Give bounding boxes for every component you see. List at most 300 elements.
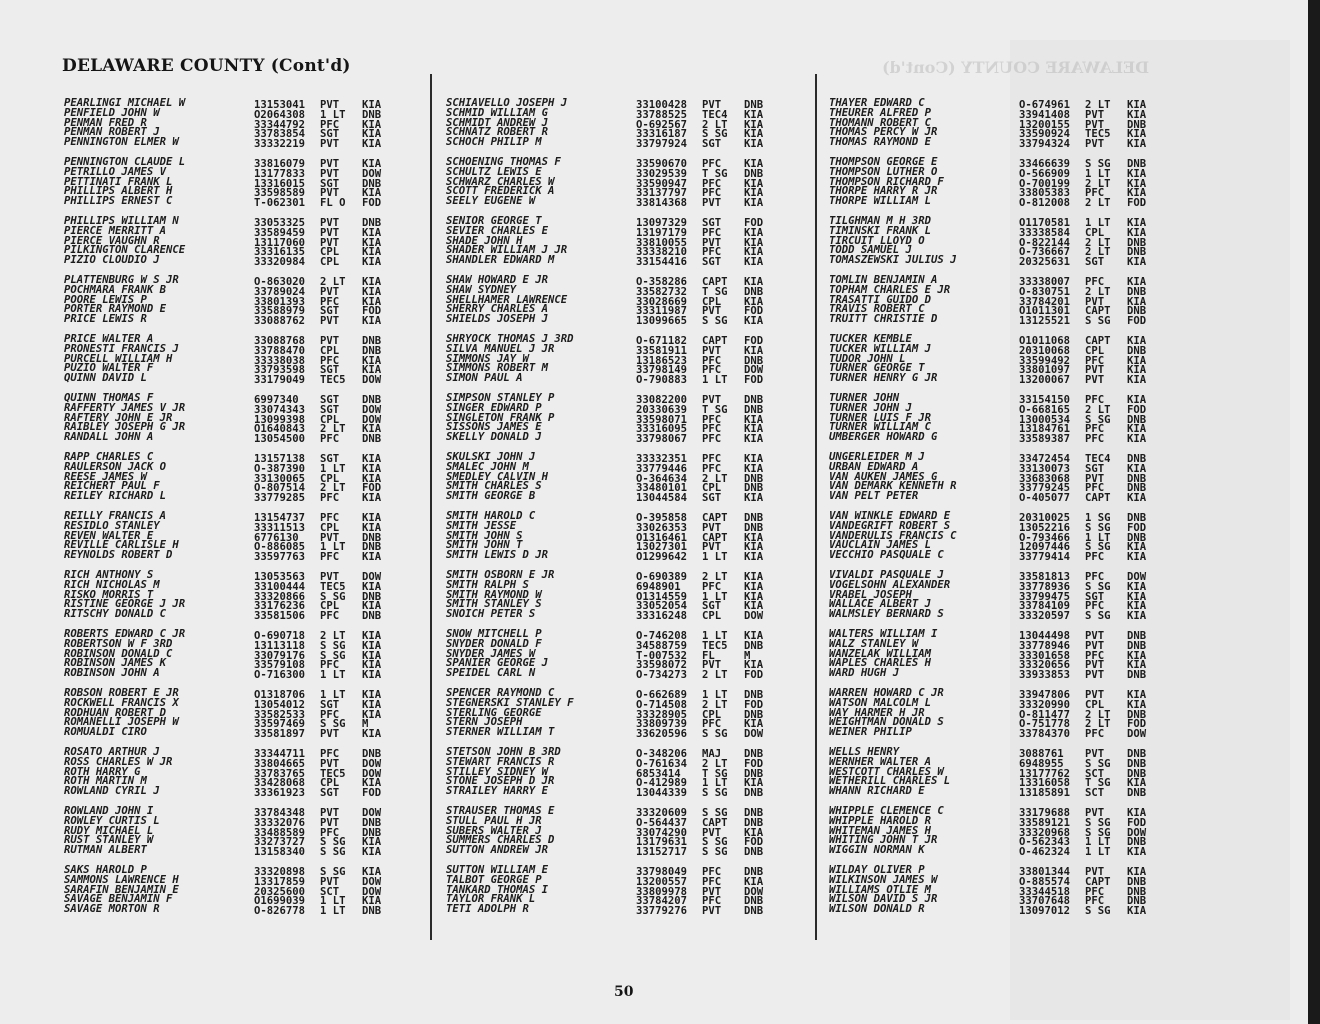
soldier-name: RUDY MICHAEL L — [64, 825, 154, 836]
rank: T SG — [702, 167, 728, 180]
rank: SCT — [320, 885, 340, 898]
rank: S SG — [702, 315, 728, 328]
rank: SGT — [1085, 256, 1105, 269]
status-code: M — [744, 649, 751, 662]
roster-row — [446, 717, 774, 731]
status-code: DNB — [362, 177, 382, 190]
serial-number: 33597763 — [254, 551, 306, 564]
soldier-name: SIMMONS ROBERT M — [446, 363, 549, 374]
rank: PVT — [320, 816, 340, 829]
soldier-name: REILEY RICHARD L — [64, 491, 167, 502]
roster-row — [829, 688, 1157, 701]
rank: PVT — [1085, 630, 1105, 642]
status-code: KIA — [362, 777, 382, 790]
status-code: DOW — [744, 610, 764, 623]
roster-row — [64, 452, 392, 465]
status-code: KIA — [362, 728, 382, 741]
roster-row — [829, 884, 1157, 898]
serial-number: 33579108 — [254, 659, 306, 672]
rank: SGT — [320, 787, 340, 800]
soldier-name: SNOICH PETER S — [446, 609, 536, 620]
serial-number: 13200067 — [1019, 374, 1071, 387]
status-code: KIA — [1127, 866, 1147, 878]
record-group — [829, 511, 1157, 570]
status-code: DNB — [1127, 285, 1147, 298]
rank: S SG — [320, 866, 346, 878]
roster-row — [446, 471, 774, 485]
roster-row — [446, 697, 774, 711]
record-group — [446, 688, 774, 747]
rank: PVT — [320, 875, 340, 888]
status-code: KIA — [744, 256, 764, 269]
soldier-name: SPANIER GEORGE J — [446, 658, 549, 669]
soldier-name: SKULSKI JOHN J — [446, 452, 536, 462]
status-code: KIA — [1127, 276, 1147, 288]
status-code: DNB — [362, 905, 382, 918]
serial-number: 33480101 — [636, 482, 688, 495]
roster-row — [446, 245, 774, 259]
status-code: KIA — [362, 895, 382, 908]
rank: PFC — [702, 354, 722, 367]
rank: PVT — [702, 885, 722, 898]
serial-number: O1699039 — [254, 895, 306, 908]
soldier-name: ROMUALDI CIRO — [64, 727, 147, 738]
rank: CAPT — [702, 276, 728, 288]
record-group — [64, 216, 392, 275]
serial-number: 13125521 — [1019, 315, 1071, 328]
serial-number: 33590947 — [636, 177, 688, 190]
serial-number: 33778936 — [1019, 580, 1071, 593]
soldier-name: TOMASZEWSKI JULIUS J — [829, 255, 957, 266]
soldier-name: UNGERLEIDER M J — [829, 452, 925, 462]
soldier-name: SMITH RALPH S — [446, 579, 529, 590]
roster-row — [64, 766, 392, 780]
status-code: KIA — [362, 118, 382, 131]
rank: SGT — [702, 492, 722, 505]
rank: S SG — [1085, 757, 1111, 770]
status-code: DOW — [362, 875, 382, 888]
roster-row — [829, 668, 1157, 682]
serial-number: 6948901 — [636, 580, 681, 593]
rank: PFC — [320, 118, 340, 131]
soldier-name: UMBERGER HOWARD G — [829, 432, 938, 443]
rank: 2 LT — [702, 669, 728, 682]
rank: S SG — [1085, 521, 1111, 534]
soldier-name: SUTTON ANDREW JR — [446, 845, 549, 856]
roster-row — [829, 629, 1157, 642]
roster-row — [829, 186, 1157, 200]
rank: PVT — [702, 236, 722, 249]
soldier-name: PEARLINGI MICHAEL W — [64, 98, 186, 108]
status-code: KIA — [362, 846, 382, 859]
serial-number: O-364634 — [636, 472, 688, 485]
soldier-name: SCHMID WILLIAM G — [446, 107, 549, 118]
status-code: KIA — [744, 600, 764, 613]
rank: PVT — [320, 757, 340, 770]
serial-number: 33779285 — [254, 492, 306, 505]
record-group — [446, 806, 774, 865]
serial-number: 20310025 — [1019, 512, 1071, 524]
serial-number: O-395858 — [636, 512, 688, 524]
record-group — [64, 157, 392, 216]
serial-number: O-462324 — [1019, 846, 1071, 859]
roster-column — [446, 98, 774, 924]
soldier-name: RAFFERTY JAMES V JR — [64, 402, 186, 413]
roster-row — [829, 638, 1157, 652]
roster-row — [64, 255, 392, 269]
rank: SGT — [320, 403, 340, 416]
serial-number: 33582533 — [254, 708, 306, 721]
roster-row — [64, 393, 392, 406]
serial-number: 33316095 — [636, 423, 688, 436]
soldier-name: ROTH MARTIN M — [64, 776, 147, 787]
soldier-name: THOMPSON RICHARD F — [829, 176, 944, 187]
soldier-name: THORPE WILLIAM L — [829, 196, 932, 207]
soldier-name: SCHMIDT ANDREW J — [446, 117, 549, 128]
serial-number: 33581813 — [1019, 571, 1071, 583]
status-code: KIA — [744, 551, 764, 564]
status-code: DNB — [744, 748, 764, 760]
soldier-name: STEGNERSKI STANLEY F — [446, 697, 574, 708]
serial-number: 33328905 — [636, 708, 688, 721]
status-code: KIA — [362, 453, 382, 465]
rank: PVT — [320, 728, 340, 741]
status-code: KIA — [362, 423, 382, 436]
serial-number: 33683068 — [1019, 472, 1071, 485]
serial-number: 33933853 — [1019, 669, 1071, 682]
status-code: KIA — [1127, 226, 1147, 239]
serial-number: 13197179 — [636, 226, 688, 239]
rank: PVT — [320, 167, 340, 180]
soldier-name: WESTCOTT CHARLES W — [829, 766, 944, 777]
soldier-name: PIZIO CLOUDIO J — [64, 255, 160, 266]
serial-number: 33082200 — [636, 394, 688, 406]
status-code: DNB — [744, 639, 764, 652]
status-code: KIA — [362, 246, 382, 259]
serial-number: T-062301 — [254, 197, 306, 210]
rank: S SG — [320, 590, 346, 603]
roster-row — [64, 343, 392, 357]
roster-row — [64, 835, 392, 849]
serial-number: O-793466 — [1019, 531, 1071, 544]
soldier-name: SMITH JOHN S — [446, 530, 523, 541]
status-code: KIA — [744, 462, 764, 475]
status-code: KIA — [744, 659, 764, 672]
rank: PFC — [320, 433, 340, 446]
status-code: DNB — [744, 905, 764, 918]
status-code: DNB — [744, 472, 764, 485]
soldier-name: RUST STANLEY W — [64, 835, 154, 846]
status-code: KIA — [744, 197, 764, 210]
soldier-name: PIERCE VAUGHN R — [64, 235, 160, 246]
soldier-name: PENMAN ROBERT J — [64, 127, 160, 138]
rank: TEC5 — [1085, 128, 1111, 141]
soldier-name: THOMAS PERCY W JR — [829, 127, 938, 138]
serial-number: 34588759 — [636, 639, 688, 652]
soldier-name: SAVAGE BENJAMIN F — [64, 894, 173, 905]
serial-number: 33100444 — [254, 580, 306, 593]
rank: PFC — [1085, 423, 1105, 436]
record-group — [446, 157, 774, 216]
soldier-name: PHILLIPS ALBERT H — [64, 186, 173, 197]
soldier-name: SEELY EUGENE W — [446, 196, 536, 207]
rank: PFC — [702, 433, 722, 446]
status-code: KIA — [744, 718, 764, 731]
roster-row — [446, 422, 774, 436]
rank: PFC — [702, 875, 722, 888]
roster-row — [64, 825, 392, 839]
status-code: KIA — [744, 138, 764, 151]
roster-row — [829, 363, 1157, 377]
soldier-name: SMALEC JOHN M — [446, 461, 529, 472]
status-code: KIA — [1127, 99, 1147, 111]
serial-number: O-736667 — [1019, 246, 1071, 259]
status-code: DNB — [362, 217, 382, 229]
roster-row — [64, 717, 392, 731]
roster-row — [829, 402, 1157, 416]
serial-number: 33581506 — [254, 610, 306, 623]
soldier-name: SENIOR GEORGE T — [446, 216, 542, 226]
serial-number: 33344711 — [254, 748, 306, 760]
rank: PVT — [1085, 689, 1105, 701]
record-group — [446, 452, 774, 511]
rank: S SG — [1085, 413, 1111, 426]
rank: S SG — [702, 846, 728, 859]
rank: TEC5 — [702, 639, 728, 652]
rank: CAPT — [1085, 335, 1111, 347]
serial-number: 6853414 — [636, 767, 681, 780]
roster-row — [446, 668, 774, 682]
rank: T SG — [702, 285, 728, 298]
status-code: DNB — [744, 787, 764, 800]
rank: SGT — [1085, 462, 1105, 475]
status-code: DOW — [362, 571, 382, 583]
record-group — [64, 334, 392, 393]
status-code: FOD — [1127, 197, 1147, 210]
status-code: DOW — [362, 413, 382, 426]
rank: PFC — [1085, 728, 1105, 741]
status-code: DNB — [744, 167, 764, 180]
rank: PFC — [702, 866, 722, 878]
serial-number: O1170581 — [1019, 217, 1071, 229]
serial-number: 33783765 — [254, 767, 306, 780]
roster-row — [446, 166, 774, 180]
rank: S SG — [1085, 580, 1111, 593]
status-code: DNB — [744, 807, 764, 819]
status-code: KIA — [362, 512, 382, 524]
record-group — [829, 570, 1157, 629]
status-code: KIA — [1127, 423, 1147, 436]
rank: 2 LT — [702, 118, 728, 131]
record-group — [64, 865, 392, 924]
roster-row — [64, 540, 392, 554]
roster-row — [64, 609, 392, 623]
soldier-name: VAN PELT PETER — [829, 491, 919, 502]
roster-row — [446, 275, 774, 288]
roster-row — [446, 776, 774, 790]
roster-row — [829, 874, 1157, 888]
soldier-name: SMITH JOHN T — [446, 540, 523, 551]
rank: PVT — [702, 197, 722, 210]
soldier-name: STRAUSER THOMAS E — [446, 806, 555, 816]
soldier-name: STERLING GEORGE — [446, 707, 542, 718]
soldier-name: WALMSLEY BERNARD S — [829, 609, 944, 620]
soldier-name: ROBERTSON W F 3RD — [64, 638, 173, 649]
soldier-name: SILVA MANUEL J JR — [446, 343, 555, 354]
soldier-name: SAMMONS LAWRENCE H — [64, 874, 179, 885]
rank: PVT — [702, 521, 722, 534]
status-code: KIA — [362, 187, 382, 200]
status-code: KIA — [1127, 364, 1147, 377]
soldier-name: STRAILEY HARRY E — [446, 786, 549, 797]
roster-row — [64, 599, 392, 613]
status-code: DNB — [1127, 787, 1147, 800]
soldier-name: WERNHER WALTER A — [829, 756, 932, 767]
rank: S SG — [1085, 158, 1111, 170]
roster-row — [64, 530, 392, 544]
status-code: DNB — [1127, 236, 1147, 249]
status-code: KIA — [362, 866, 382, 878]
serial-number: O1299642 — [636, 551, 688, 564]
status-code: KIA — [1127, 108, 1147, 121]
record-group — [829, 98, 1157, 157]
rank: T SG — [1085, 777, 1111, 790]
serial-number: O-790883 — [636, 374, 688, 387]
roster-row — [446, 225, 774, 239]
rank: PFC — [1085, 354, 1105, 367]
roster-row — [829, 216, 1157, 229]
status-code: KIA — [744, 177, 764, 190]
roster-row — [446, 363, 774, 377]
serial-number: 13200557 — [636, 875, 688, 888]
rank: PFC — [1085, 571, 1105, 583]
rank: S SG — [1085, 541, 1111, 554]
soldier-name: VANDERULIS FRANCIS C — [829, 530, 957, 541]
roster-row — [64, 845, 392, 859]
soldier-name: TODD SAMUEL J — [829, 245, 912, 256]
serial-number: 33316135 — [254, 246, 306, 259]
status-code: KIA — [744, 423, 764, 436]
soldier-name: SMITH OSBORN E JR — [446, 570, 555, 580]
roster-row — [446, 894, 774, 908]
soldier-name: SEVIER CHARLES E — [446, 225, 549, 236]
serial-number: O-405077 — [1019, 492, 1071, 505]
serial-number: 33130065 — [254, 472, 306, 485]
rank: PVT — [702, 905, 722, 918]
status-code: DNB — [744, 708, 764, 721]
rank: PFC — [320, 551, 340, 564]
soldier-name: SUBERS WALTER J — [446, 825, 542, 836]
status-code: DNB — [1127, 639, 1147, 652]
soldier-name: WATSON MALCOLM L — [829, 697, 932, 708]
soldier-name: SISSONS JAMES E — [446, 422, 542, 433]
status-code: KIA — [362, 158, 382, 170]
status-code: KIA — [1127, 590, 1147, 603]
soldier-name: THOMPSON LUTHER O — [829, 166, 938, 177]
status-code: DNB — [1127, 757, 1147, 770]
roster-row — [829, 225, 1157, 239]
rank: S SG — [1085, 315, 1111, 328]
serial-number: 33814368 — [636, 197, 688, 210]
serial-number: 33793598 — [254, 364, 306, 377]
rank: CAPT — [702, 335, 728, 347]
rank: PVT — [1085, 639, 1105, 652]
rank: CPL — [320, 246, 340, 259]
rank: PFC — [702, 413, 722, 426]
rank: PFC — [702, 462, 722, 475]
serial-number: 13200155 — [1019, 118, 1071, 131]
soldier-name: RICH ANTHONY S — [64, 570, 154, 580]
roster-row — [64, 373, 392, 387]
roster-row — [446, 393, 774, 406]
status-code: DNB — [744, 354, 764, 367]
rank: 2 LT — [1085, 285, 1111, 298]
rank: PFC — [1085, 600, 1105, 613]
soldier-name: SNOW MITCHELL P — [446, 629, 542, 639]
rank: PVT — [320, 187, 340, 200]
status-code: DNB — [1127, 669, 1147, 682]
status-code: KIA — [1127, 698, 1147, 711]
status-code: DNB — [744, 689, 764, 701]
roster-row — [64, 511, 392, 524]
rank: S SG — [320, 836, 346, 849]
soldier-name: ROBINSON JOHN A — [64, 668, 160, 679]
soldier-name: REICHERT PAUL F — [64, 481, 160, 492]
record-group — [64, 275, 392, 334]
status-code: DNB — [744, 512, 764, 524]
serial-number: 33154150 — [1019, 394, 1071, 406]
serial-number: O-690718 — [254, 630, 306, 642]
roster-row — [446, 334, 774, 347]
soldier-name: PETTINATI FRANK L — [64, 176, 173, 187]
serial-number: O1011068 — [1019, 335, 1071, 347]
status-code: DOW — [362, 403, 382, 416]
status-code: DNB — [1127, 531, 1147, 544]
status-code: DOW — [1127, 571, 1147, 583]
status-code: KIA — [362, 600, 382, 613]
soldier-name: WHIPPLE HAROLD R — [829, 815, 932, 826]
roster-row — [64, 806, 392, 819]
status-code: DNB — [1127, 158, 1147, 170]
status-code: FOD — [1127, 521, 1147, 534]
status-code: KIA — [744, 453, 764, 465]
status-code: KIA — [744, 108, 764, 121]
roster-row — [446, 511, 774, 524]
soldier-name: SPEIDEL CARL N — [446, 668, 536, 679]
soldier-name: VAN DEMARK KENNETH R — [829, 481, 957, 492]
serial-number: 33052054 — [636, 600, 688, 613]
rank: CPL — [320, 413, 340, 426]
soldier-name: SKELLY DONALD J — [446, 432, 542, 443]
serial-number: 33137797 — [636, 187, 688, 200]
roster-row — [64, 815, 392, 829]
serial-number: 33707648 — [1019, 895, 1071, 908]
roster-row — [829, 609, 1157, 623]
serial-number: 13097012 — [1019, 905, 1071, 918]
rank: PVT — [702, 541, 722, 554]
status-code: FOD — [362, 305, 382, 318]
soldier-name: PRONESTI FRANCIS J — [64, 343, 179, 354]
serial-number: T-007532 — [636, 649, 688, 662]
roster-row — [64, 127, 392, 141]
soldier-name: THOMPSON GEORGE E — [829, 157, 938, 167]
roster-row — [446, 865, 774, 878]
rank: PVT — [1085, 108, 1105, 121]
soldier-name: TRAVIS ROBERT C — [829, 304, 925, 315]
soldier-name: TRASATTI GUIDO D — [829, 294, 932, 305]
serial-number: 13185891 — [1019, 787, 1071, 800]
roster-row — [64, 137, 392, 151]
